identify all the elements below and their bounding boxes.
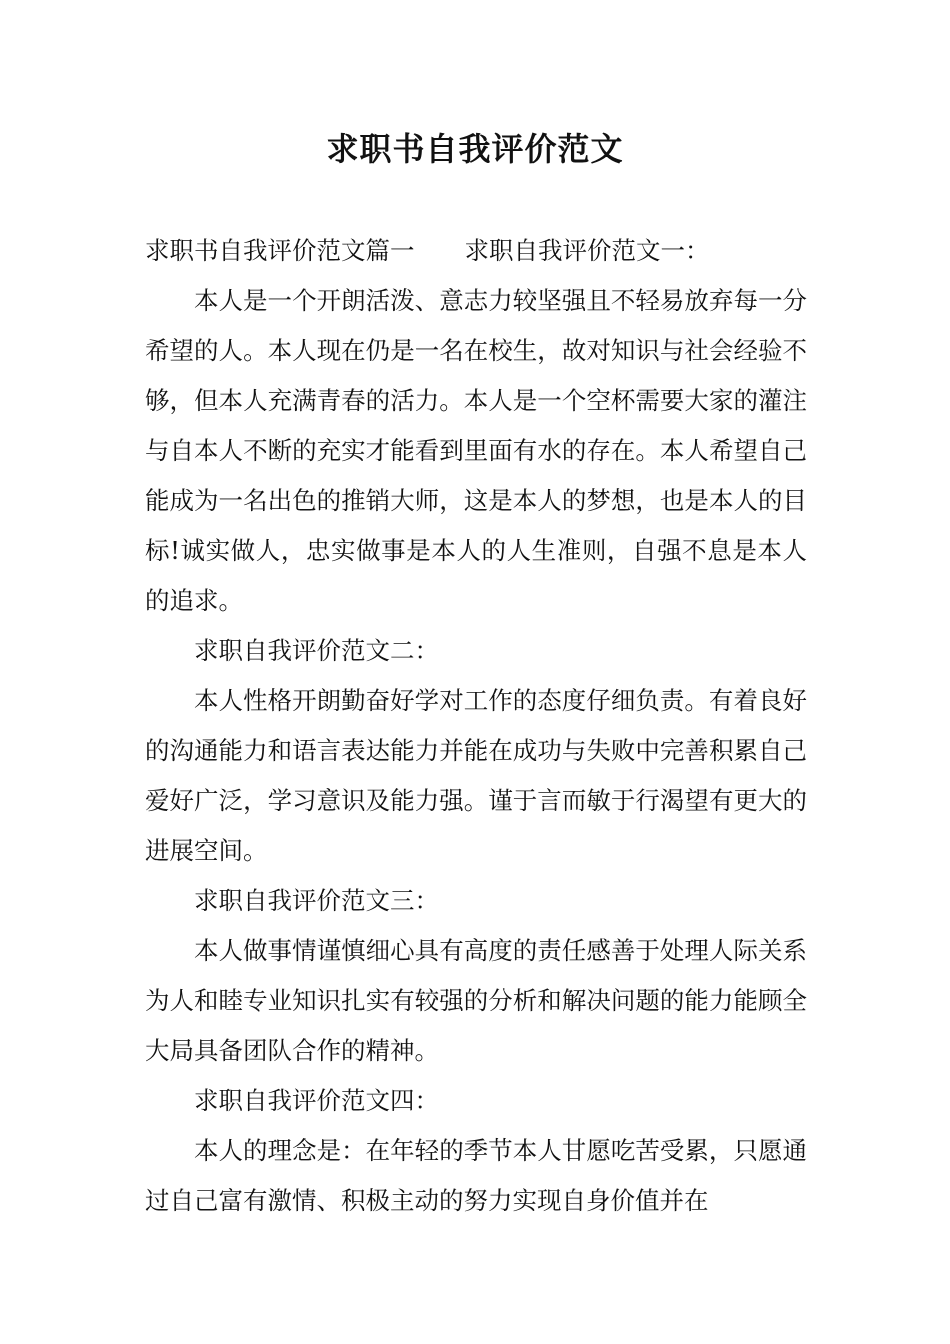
section-heading-4: 求职自我评价范文四： — [194, 1086, 439, 1115]
intro-part-1: 求职书自我评价范文篇一 — [145, 236, 415, 265]
section-heading-3: 求职自我评价范文三： — [194, 886, 439, 915]
paragraph-4: 本人的理念是：在年轻的季节本人甘愿吃苦受累，只愿通过自己富有激情、积极主动的努力实现自身价值并在 — [145, 1136, 807, 1215]
section-heading-2: 求职自我评价范文二： — [194, 636, 439, 665]
paragraph-2: 本人性格开朗勤奋好学对工作的态度仔细负责。有着良好的沟通能力和语言表达能力并能在成功与失败中完善积累自己爱好广泛，学习意识及能力强。谨于言而敏于行渴望有更大的进展空间。 — [145, 686, 807, 865]
document-body — [145, 226, 807, 1226]
paragraph-1: 本人是一个开朗活泼、意志力较坚强且不轻易放弃每一分希望的人。本人现在仍是一名在校生，故对知识与社会经验不够，但本人充满青春的活力。本人是一个空杯需要大家的灌注与自本人不断的充实才能看到里面有水的存在。本人希望自己能成为一名出色的推销大师，这是本人的梦想，也是本人的目标!诚实做人，忠实做事是本人的人生准则，自强不息是本人的追求。 — [145, 286, 807, 615]
intro-line — [145, 226, 807, 276]
paragraph-3: 本人做事情谨慎细心具有高度的责任感善于处理人际关系为人和睦专业知识扎实有较强的分析和解决问题的能力能顾全大局具备团队合作的精神。 — [145, 936, 807, 1065]
intro-part-2: 求职自我评价范文一： — [464, 236, 710, 265]
document-title: 求职书自我评价范文 — [326, 130, 624, 168]
